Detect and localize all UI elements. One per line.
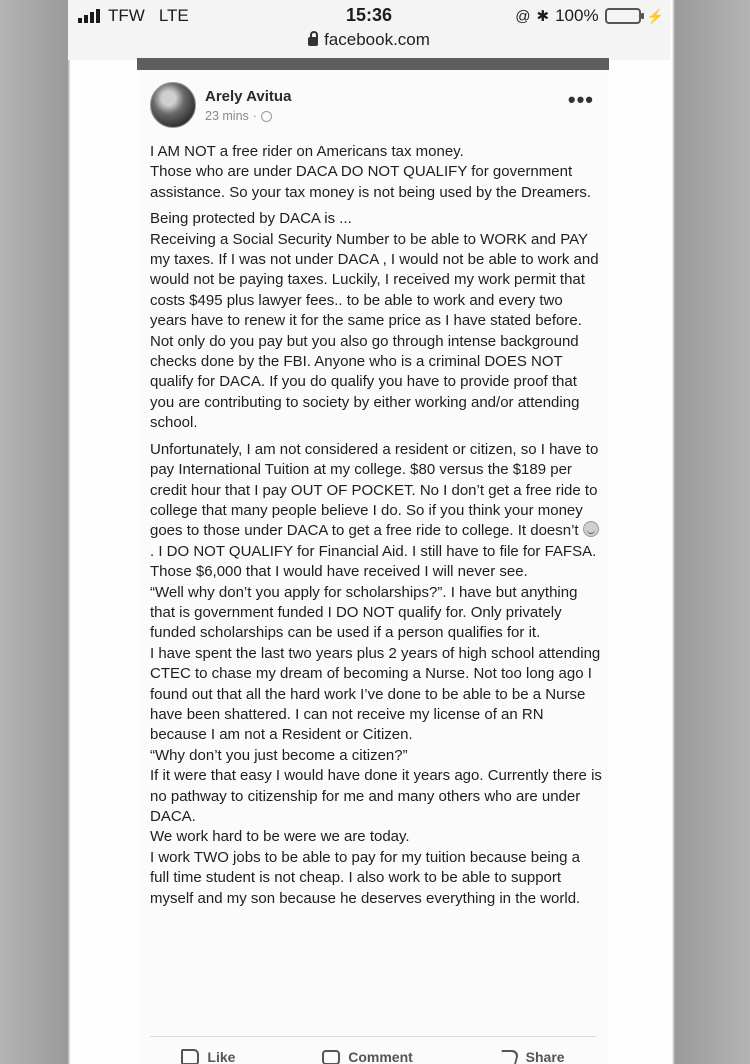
status-right [515, 6, 664, 26]
comment-button[interactable] [322, 1046, 413, 1064]
divider [150, 1036, 596, 1037]
like-label: Like [207, 1049, 236, 1064]
post-paragraph: I AM NOT a free rider on Americans tax money. Those who are under DACA DO NOT QUALIFY for government assistance. So your tax money is not being used by the Dreamers. [150, 143, 592, 201]
network: LTE [158, 6, 189, 25]
carrier: TFW [108, 6, 145, 25]
comment-icon [322, 1050, 340, 1064]
post-meta [205, 109, 272, 123]
like-button[interactable] [181, 1046, 235, 1064]
separator-dot: · [252, 109, 257, 123]
like-icon [181, 1049, 199, 1064]
facebook-post [138, 70, 608, 1064]
post-paragraph: Being protected by DACA is ... Receiving a Social Security Number to be able to WORK and PAY my taxes. If I was not under DACA , I would not be able to work and would not be paying taxes. Luckily, I received my work permit that costs $495 plus lawyer fees.. to be able to work and every two years have to renew it for the same price as I have stated before. Not only do you pay but you also go through intense background checks done by the FBI. Anyone who is a criminal DOES NOT qualify for DACA. If you do qualify you have to provide proof that you are contributing to society by either working and/or attending school. [150, 210, 599, 432]
more-icon[interactable]: ••• [567, 87, 594, 112]
status-bar [68, 0, 670, 60]
avatar[interactable] [150, 82, 196, 128]
address-bar[interactable] [68, 30, 670, 50]
share-icon [498, 1050, 520, 1064]
post-body [150, 142, 602, 909]
author-name[interactable]: Arely Avitua [205, 88, 292, 105]
globe-icon [261, 111, 272, 122]
bluetooth-icon: ✱ [536, 8, 550, 25]
url-text: facebook.com [324, 30, 430, 49]
post-actions [138, 1046, 608, 1064]
post-time[interactable]: 23 mins [205, 109, 249, 123]
comment-label: Comment [348, 1049, 413, 1064]
battery-percent: 100% [555, 6, 599, 25]
paragraph-text: . I DO NOT QUALIFY for Financial Aid. I still have to file for FAFSA. Those $6,000 that I would have received I will never see. “Well why don’t you apply for scholarships?”. I have but anything that is government funded I DO NOT qualify for. Only privately funded scholarships can be used if a person qualifies for it. I have spent the last two years plus 2 years of high school attending CTEC to chase my dream of becoming a Nurse. Not too long ago I found out that all the hard work I’ve done to be able to be a Nurse have been shattered. I can not receive my license of an RN because I am not a Resident or Citizen. “Why don’t you just become a citizen?” If it were that easy I would have done it years ago. Currently there is no pathway to citizenship for me and many others who are under DACA. We work hard to be were we are today. I work TWO jobs to be able to pay for my tuition because being a full time student is not cheap. I also work to be able to support myself and my son because he deserves everything in the world. [150, 542, 602, 907]
paragraph-text: Unfortunately, I am not considered a resident or citizen, so I have to pay International Tuition at my college. $80 versus the $189 per credit hour that I pay OUT OF POCKET. No I don’t get a free ride to college that many people believe I do. So if you think your money goes to those under DACA to get a free ride to college. It doesn’t [150, 440, 599, 540]
smile-emoji-icon [583, 521, 599, 537]
post-paragraph [150, 440, 602, 909]
clock: 15:36 [345, 5, 393, 25]
post-top-bar [137, 58, 609, 70]
charging-icon: ⚡ [646, 7, 664, 24]
share-label: Share [525, 1049, 565, 1064]
share-button[interactable] [500, 1046, 565, 1064]
battery-icon [605, 8, 641, 24]
rotation-lock-icon: @ [515, 7, 531, 25]
lock-icon [308, 37, 318, 46]
